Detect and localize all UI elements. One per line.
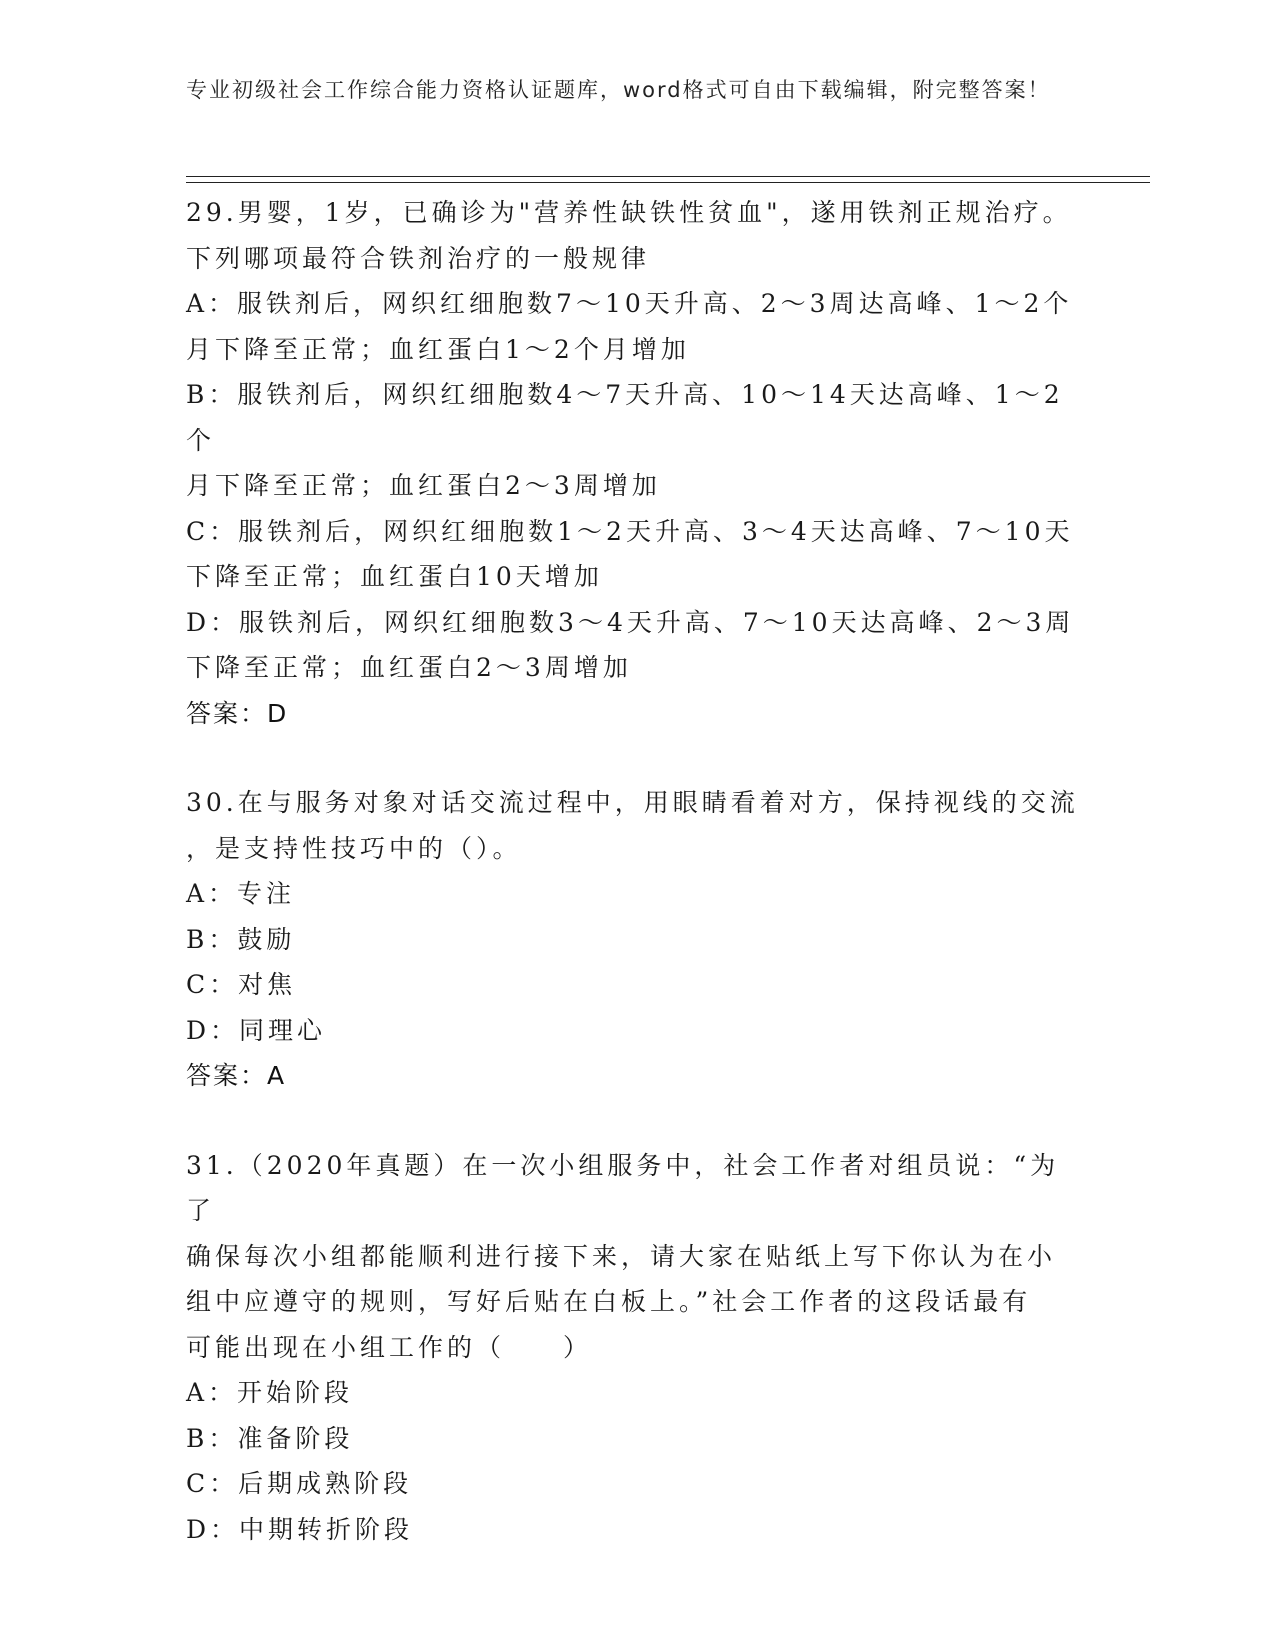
option-b: B：准备阶段 (186, 1423, 354, 1453)
question-stem-line: ，是支持性技巧中的（）。 (186, 833, 522, 863)
document-header: 专业初级社会工作综合能力资格认证题库，word格式可自由下载编辑，附完整答案！ (186, 78, 1051, 102)
question-stem-line: 31.（2020年真题）在一次小组服务中，社会工作者对组员说：“为了 (186, 1150, 1060, 1225)
question-stem-line: 30.在与服务对象对话交流过程中，用眼睛看着对方，保持视线的交流 (186, 788, 1079, 817)
option-d: D：中期转折阶段 (186, 1514, 414, 1544)
option-b: B：鼓励 (186, 924, 296, 954)
option-c: C：服铁剂后，网织红细胞数1～2天升高、3～4天达高峰、7～10天 下降至正常；血红蛋白10天增加 (186, 516, 1074, 591)
option-c: C：后期成熟阶段 (186, 1469, 413, 1498)
option-b: B：服铁剂后，网织红细胞数4～7天升高、10～14天达高峰、1～2个 月下降至正常；血红蛋白2～3周增加 (186, 380, 1064, 500)
question-stem-line: 可能出现在小组工作的（ ） (186, 1332, 593, 1362)
header-rule-top (186, 176, 1150, 177)
question-spacer (186, 736, 1086, 780)
question-stem-line: 29.男婴，1岁，已确诊为"营养性缺铁性贫血"，遂用铁剂正规治疗。 (186, 198, 1072, 227)
question-stem-line: 下列哪项最符合铁剂治疗的一般规律 (186, 243, 651, 273)
option-c: C：对焦 (186, 970, 297, 999)
option-d: D：服铁剂后，网织红细胞数3～4天升高、7～10天达高峰、2～3周 下降至正常；血红蛋白2～3周增加 (186, 607, 1075, 682)
question-30 (186, 780, 1086, 1099)
question-list (186, 190, 1086, 1552)
question-spacer (186, 1099, 1086, 1143)
question-31 (186, 1143, 1086, 1553)
answer: 答案：D (186, 698, 289, 728)
option-a: A：专注 (186, 879, 296, 908)
question-stem-line: 组中应遵守的规则，写好后贴在白板上。”社会工作者的这段话最有 (186, 1287, 1032, 1316)
answer: 答案：A (186, 1061, 287, 1090)
option-d: D：同理心 (186, 1015, 327, 1045)
question-stem-line: 确保每次小组都能顺利进行接下来，请大家在贴纸上写下你认为在小 (186, 1241, 1057, 1271)
question-29 (186, 190, 1086, 736)
header-rule-bottom (186, 182, 1150, 183)
option-a: A：开始阶段 (186, 1378, 354, 1407)
option-a: A：服铁剂后，网织红细胞数7～10天升高、2～3周达高峰、1～2个 月下降至正常；血红蛋白1～2个月增加 (186, 289, 1073, 364)
